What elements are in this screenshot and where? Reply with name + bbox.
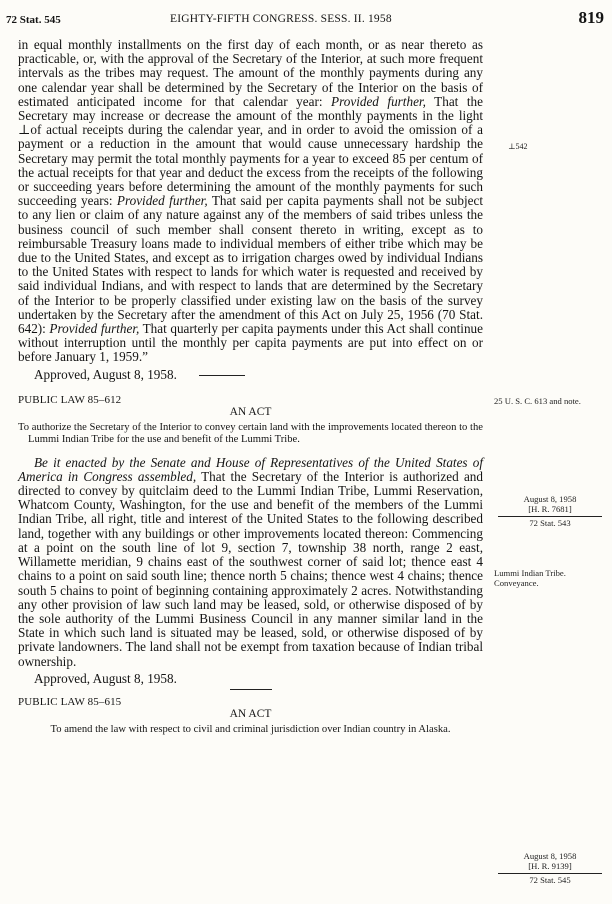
paragraph-text: That the Secretary of the Interior is authorized and directed to convey by quitclaim deed to the Lummi Indian Tribe, Lummi Reservation, Whatcom County, Washington, for the use and benefit of the members of the Lummi Indian Tribe, all right, title and interest of the United States to the following described land, together with any buildings or other improvements located thereon: Commencing at a point on the south line of lot 9, section 7, township 38 north, range 2 east, Willamette meridian, 9 chains east of the southwest corner of said lot; thence east 4 chains to a point on said south line; thence north 5 chains; thence west 4 chains; thence south 5 chains to point of beginning containing approximately 2 acres. Notwithstanding any other provision of law such land may be leased, sold, or otherwise disposed of by the sole authority of the Lummi Business Council in any manner similar land in the State in which such land is situated may be leased, sold, or otherwise disposed of by private landowners. The land shall not be exempt from taxation because of Indian tribal ownership. <box>18 468 483 669</box>
sidenote-block <box>498 851 602 885</box>
approval-text: Approved, August 8, 1958. <box>34 670 177 686</box>
continued-section-paragraph <box>18 38 483 365</box>
sidenote-date: August 8, 1958 <box>523 494 577 504</box>
sidenote-stat-citation: 72 Stat. 545 <box>529 875 571 885</box>
proviso-italic: Provided further, <box>331 93 426 109</box>
enacting-paragraph <box>18 456 483 669</box>
sidenote-stat-citation: 72 Stat. 543 <box>529 518 571 528</box>
sidenote-date: August 8, 1958 <box>523 851 577 861</box>
page-break-marker: ⊥542 <box>508 142 528 151</box>
approval-text: Approved, August 8, 1958. <box>34 366 177 382</box>
sidenote-rule <box>498 516 602 517</box>
an-act-heading: AN ACT <box>229 707 272 720</box>
public-law-heading: PUBLIC LAW 85–612 <box>18 393 122 406</box>
approval-line <box>18 671 483 686</box>
usc-citation-note: 25 U. S. C. 613 and note. <box>494 396 581 406</box>
header-stat-reference: 72 Stat. 545 <box>6 14 61 26</box>
header-congress-session: EIGHTY-FIFTH CONGRESS. SESS. II. 1958 <box>170 13 392 25</box>
public-law-heading: PUBLIC LAW 85–615 <box>18 695 122 708</box>
paragraph-text: That quarterly per capita payments under this Act shall continue without interruption until the monthly per capita payments are put into effect on or before January 1, 1959.” <box>18 321 483 365</box>
sidenote-bill-number: [H. R. 9139] <box>528 861 572 871</box>
paragraph-text: in equal monthly installments on the first day of each month, or as near thereto as practicable, or, with the approval of the Secretary of the Interior, at such more frequent intervals as the tribes may request. The amount of the monthly payments during any one calendar year shall be determined by the Secretary of the Interior on the basis of estimated anticipated income for that calendar year: <box>18 37 483 109</box>
paragraph-text: That the Secretary may increase or decrease the amount of the monthly payments in the light ⊥of actual receipts during the calendar year, and in order to avoid the omission of a payment or a reduction in the amount that would cause unnecessary hardship the Secretary may permit the total monthly payments for a year to exceed 85 per centum of the actual receipts for that year and deduct the excess from the receipts of the following or succeeding years before determining the amount of the monthly payments for such succeeding years: <box>18 93 483 209</box>
paragraph-text: That said per capita payments shall not be subject to any lien or claim of any nature against any of the members of said tribes unless the business council of such member shall consent thereto in writing, except as to reimbursable Treasury loans made to individual members of either tribe which may be due to the United States, and except as to irrigation charges owed by individual Indians to the United States with respect to lands for which water is requested and received by said individual Indians, and with respect to lands that are determined by the Secretary of the Interior to be properly classified under existing law on the basis of the survey undertaken by the Secretary after the amendment of this Act on July 25, 1956 (70 Stat. 642): <box>18 193 483 337</box>
sidenote-bill-number: [H. R. 7681] <box>528 504 572 514</box>
subject-sidenote: Lummi Indian Tribe. Conveyance. <box>494 568 566 588</box>
proviso-italic: Provided further, <box>116 193 208 209</box>
sidenote-block <box>498 494 602 528</box>
act-purpose: To authorize the Secretary of the Interior to convey certain land with the improvements located thereon to the Lummi Indian Tribe for the use and benefit of the Lummi Tribe. <box>18 421 483 445</box>
header-page-number: 819 <box>578 8 604 27</box>
main-text-column <box>18 38 483 736</box>
divider-rule <box>199 375 245 376</box>
act-purpose: To amend the law with respect to civil and criminal jurisdiction over Indian country in Alaska. <box>50 723 451 735</box>
enacting-clause: Be it enacted by the Senate and House of Representatives of the United States of America in Congress assembled, <box>18 454 483 484</box>
proviso-italic: Provided further, <box>49 321 140 337</box>
approval-line <box>18 367 483 382</box>
divider-rule <box>230 689 272 690</box>
sidenote-rule <box>498 873 602 874</box>
an-act-heading: AN ACT <box>229 405 272 418</box>
